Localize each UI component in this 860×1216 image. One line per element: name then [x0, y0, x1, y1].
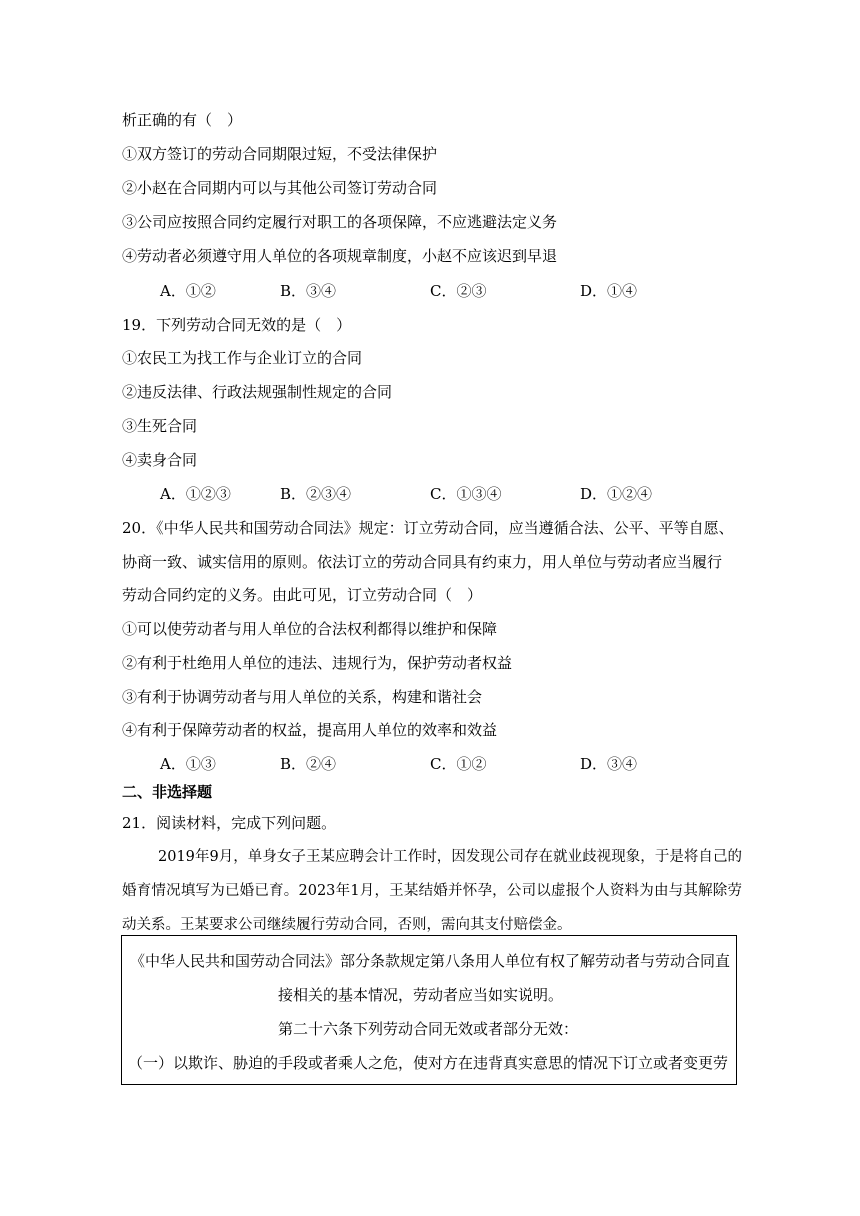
q20-option-b: B．②④	[280, 755, 337, 773]
q21-stem: 21．阅读材料，完成下列问题。	[122, 814, 337, 832]
q21-material	[122, 840, 742, 942]
q18-item-1: ①双方签订的劳动合同期限过短，不受法律保护	[122, 145, 438, 163]
q20-option-c: C．①②	[430, 755, 487, 773]
q19-option-a: A．①②③	[160, 485, 231, 503]
q20-option-d: D．③④	[580, 755, 638, 773]
q19-option-b: B．②③④	[280, 485, 352, 503]
q21-material-text: 2019年9月，单身女子王某应聘会计工作时，因发现公司存在就业歧视现象，于是将自己的婚育情况填写为已婚已育。2023年1月，王某结婚并怀孕，公司以虚报个人资料为由与其解除劳动关系。王某要求公司继续履行劳动合同，否则，需向其支付赔偿金。	[122, 849, 742, 933]
q20-option-a: A．①③	[160, 755, 216, 773]
q19-option-d: D．①②④	[580, 485, 653, 503]
q18-option-d: D．①④	[580, 282, 638, 300]
q20-stem-line-1: 20．《中华人民共和国劳动合同法》规定：订立劳动合同，应当遵循合法、公平、平等自愿、	[122, 519, 734, 537]
q20-options	[160, 754, 760, 774]
q18-option-a: A．①②	[160, 282, 216, 300]
q19-item-3: ③生死合同	[122, 417, 198, 435]
q18-option-b: B．③④	[280, 282, 337, 300]
q19-options	[160, 484, 760, 504]
q20-item-4: ④有利于保障劳动者的权益，提高用人单位的效率和效益	[122, 721, 498, 739]
law-excerpt-line-1: 《中华人民共和国劳动合同法》部分条款规定第八条用人单位有权了解劳动者与劳动合同直	[130, 952, 731, 970]
q18-option-c: C．②③	[430, 282, 487, 300]
q19-stem: 19．下列劳动合同无效的是（ ）	[122, 316, 352, 334]
law-excerpt-line-3: 第二十六条下列劳动合同无效或者部分无效：	[278, 1020, 579, 1038]
q20-item-2: ②有利于杜绝用人单位的违法、违规行为，保护劳动者权益	[122, 654, 513, 672]
law-excerpt-line-2: 接相关的基本情况，劳动者应当如实说明。	[278, 986, 564, 1004]
q19-option-c: C．①③④	[430, 485, 502, 503]
q19-item-1: ①农民工为找工作与企业订立的合同	[122, 349, 363, 367]
q20-stem-line-3: 劳动合同约定的义务。由此可见，订立劳动合同（ ）	[122, 586, 483, 604]
q18-stem-end: 析正确的有（ ）	[122, 111, 243, 129]
q18-item-4: ④劳动者必须遵守用人单位的各项规章制度，小赵不应该迟到早退	[122, 247, 558, 265]
section-title: 二、非选择题	[122, 783, 213, 801]
law-excerpt-box	[121, 935, 737, 1085]
law-excerpt-line-4: （一）以欺诈、胁迫的手段或者乘人之危，使对方在违背真实意思的情况下订立或者变更劳	[128, 1054, 729, 1072]
q20-item-1: ①可以使劳动者与用人单位的合法权利都得以维护和保障	[122, 620, 498, 638]
q19-item-2: ②违反法律、行政法规强制性规定的合同	[122, 383, 393, 401]
q19-item-4: ④卖身合同	[122, 451, 198, 469]
q18-options	[160, 281, 760, 301]
q20-item-3: ③有利于协调劳动者与用人单位的关系，构建和谐社会	[122, 688, 483, 706]
q18-item-3: ③公司应按照合同约定履行对职工的各项保障，不应逃避法定义务	[122, 213, 558, 231]
q18-item-2: ②小赵在合同期内可以与其他公司签订劳动合同	[122, 179, 438, 197]
q20-stem-line-2: 协商一致、诚实信用的原则。依法订立的劳动合同具有约束力，用人单位与劳动者应当履行	[122, 553, 723, 571]
